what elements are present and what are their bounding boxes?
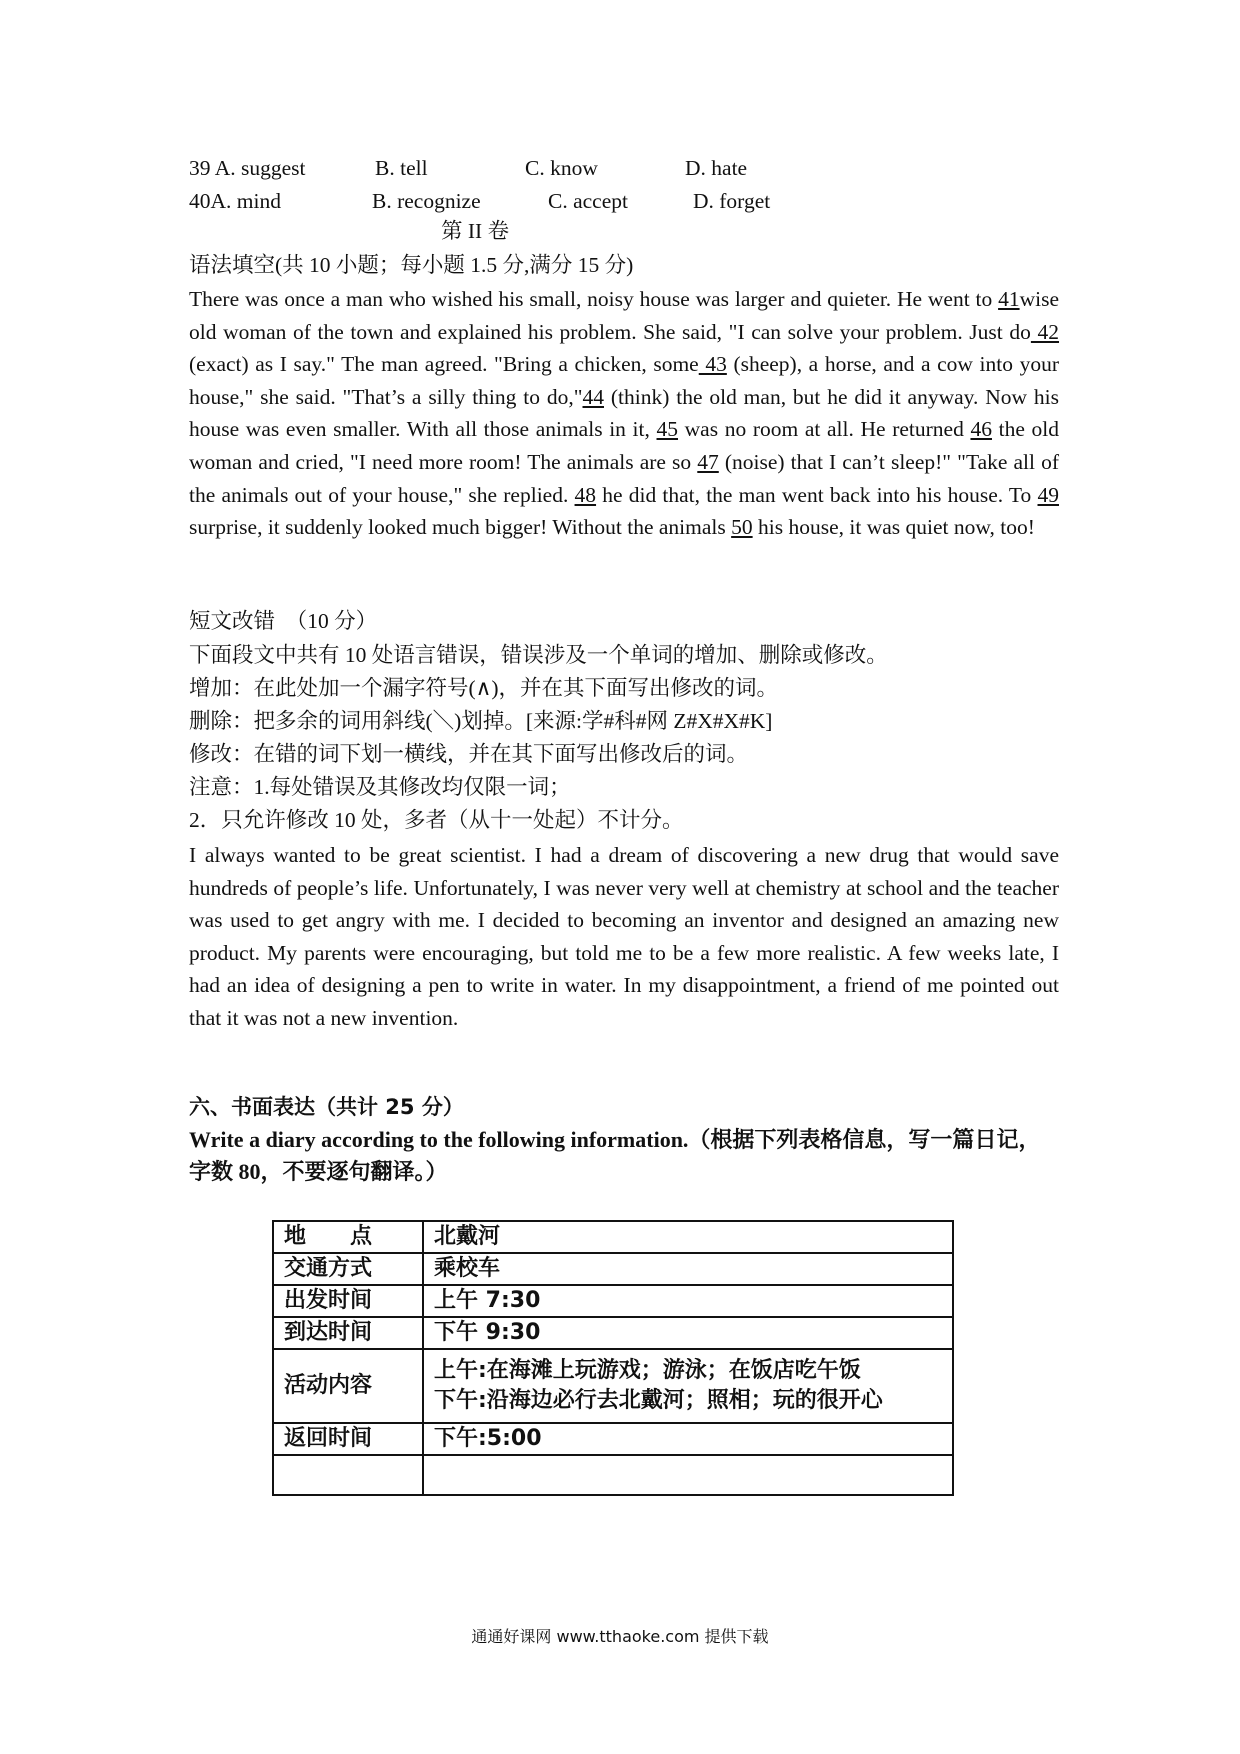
correction-instruction: 修改：在错的词下划一横线，并在其下面写出修改后的词。 (189, 742, 749, 766)
correction-instruction: 删除：把多余的词用斜线(＼)划掉。[来源:学#科#网 Z#X#X#K] (189, 709, 773, 733)
passage-text: (sheep), a horse, and a cow into your house," she said. "That’s a silly thing to do," (189, 352, 1060, 409)
table-value-depart: 上午 7:30 (423, 1285, 953, 1317)
blank-number: 48 (574, 482, 597, 507)
writing-instruction: Write a diary according to the following information.（根据下列表格信息，写一篇日记，字数 80，不要逐句翻译。） (189, 1127, 1041, 1184)
activity-afternoon: 下午:沿海边必行去北戴河；照相；玩的很开心 (434, 1388, 883, 1413)
page-footer: 通通好课网 www.tthaoke.com 提供下载 (471, 1627, 769, 1646)
table-key-return: 返回时间 (273, 1423, 423, 1455)
correction-title: 短文改错 （10 分） (189, 609, 378, 633)
table-row (273, 1349, 953, 1423)
question-40-option-d: D. forget (693, 189, 771, 213)
table-key-activities: 活动内容 (273, 1349, 423, 1423)
table-row (273, 1285, 953, 1317)
passage-text: (think) the old man, but he did it anyway. Now his house was even smaller. With all those animals in it, (189, 384, 1059, 442)
blank-number: 44 (582, 384, 604, 409)
activity-morning: 上午:在海滩上玩游戏；游泳；在饭店吃午饭 (434, 1358, 861, 1383)
passage-text: wise old woman of the town and explained his problem. She said, "I can solve your problem. Just do (189, 287, 1059, 344)
correction-instruction: 2．只允许修改 10 处，多者（从十一处起）不计分。 (189, 808, 684, 832)
passage-text: surprise, it suddenly looked much bigger! Without the animals (189, 515, 732, 540)
blank-number: 45 (656, 417, 679, 442)
grammar-passage (189, 283, 1059, 544)
question-39-option-d: D. hate (685, 156, 748, 180)
passage-text: he did that, the man went back into his house. To (596, 482, 1038, 507)
part-title: 第 II 卷 (441, 219, 510, 243)
grammar-section-title: 语法填空(共 10 小题；每小题 1.5 分,满分 15 分) (189, 253, 634, 277)
question-39-option-c: C. know (525, 156, 598, 180)
table-value-return: 下午:5:00 (423, 1423, 953, 1455)
blank-number: 46 (970, 417, 992, 442)
correction-instruction: 注意：1.每处错误及其修改均仅限一词； (189, 775, 571, 799)
table-value-place: 北戴河 (423, 1221, 953, 1253)
table-value-arrive: 下午 9:30 (423, 1317, 953, 1349)
table-key-place: 地 点 (273, 1221, 423, 1253)
passage-text: (noise) that I can’t sleep!" "Take all of the animals out of your house," she replied. (189, 449, 1060, 507)
blank-number: 42 (1030, 319, 1060, 344)
correction-passage: I always wanted to be great scientist. I had a dream of discovering a new drug that would save hundreds of people’s life. Unfortunately, I was never very well at chemistry at school and the teacher was used to get angry with me. I decided to becoming an inventor and designed an amazing new product. My parents were encouraging, but told me to be a few more realistic. A few weeks late, I had an idea of designing a pen to write in water. In my disappointment, a friend of me pointed out that it was not a new invention. (189, 843, 1059, 1030)
table-key-arrive: 到达时间 (273, 1317, 423, 1349)
correction-instruction: 增加：在此处加一个漏字符号(∧)，并在其下面写出修改的词。 (189, 676, 779, 700)
blank-number: 41 (998, 287, 1020, 311)
blank-number: 50 (731, 515, 753, 540)
table-empty-cell (273, 1455, 423, 1495)
writing-section-title: 六、书面表达（共计 25 分） (189, 1095, 464, 1119)
passage-text: his house, it was quiet now, too! (752, 515, 1035, 540)
question-39-option-b: B. tell (375, 156, 428, 180)
table-row (273, 1317, 953, 1349)
table-empty-cell (423, 1455, 953, 1495)
diary-info-table (272, 1220, 954, 1496)
table-key-depart: 出发时间 (273, 1285, 423, 1317)
blank-number: 43 (698, 352, 727, 377)
passage-text: (exact) as I say." The man agreed. "Bring a chicken, some (189, 352, 699, 377)
table-row (273, 1221, 953, 1253)
question-40-option-a: 40A. mind (189, 189, 281, 213)
table-row (273, 1455, 953, 1495)
table-row (273, 1253, 953, 1285)
question-40-option-b: B. recognize (372, 189, 481, 213)
table-key-transport: 交通方式 (273, 1253, 423, 1285)
passage-text: the old woman and cried, "I need more room! The animals are so (189, 417, 1059, 474)
table-value-transport: 乘校车 (423, 1253, 953, 1285)
passage-text: was no room at all. He returned (678, 417, 971, 442)
blank-number: 49 (1037, 482, 1059, 507)
table-row (273, 1423, 953, 1455)
table-value-activities (423, 1349, 953, 1423)
blank-number: 47 (697, 449, 719, 474)
passage-text: There was once a man who wished his small, noisy house was larger and quieter. He went to (189, 287, 999, 311)
question-39-option-a: 39 A. suggest (189, 156, 306, 180)
correction-instruction: 下面段文中共有 10 处语言错误，错误涉及一个单词的增加、删除或修改。 (189, 643, 888, 667)
question-40-option-c: C. accept (548, 189, 628, 213)
